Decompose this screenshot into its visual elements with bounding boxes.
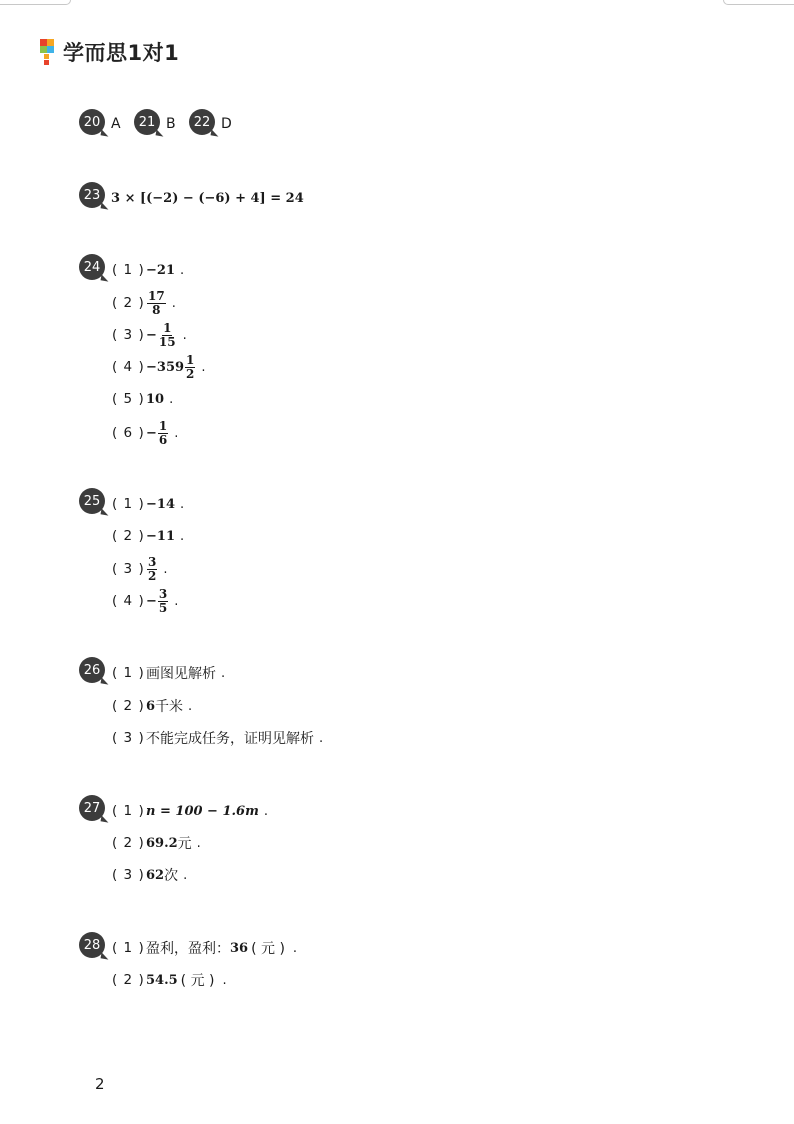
fraction — [158, 420, 168, 447]
part-label: ( 4 ) — [112, 593, 145, 609]
part-label: ( 2 ) — [112, 835, 145, 851]
answer-row — [112, 691, 192, 721]
answer-choice: B — [166, 116, 176, 132]
part-label: ( 2 ) — [112, 528, 145, 544]
page-top-border — [0, 0, 794, 6]
part-label: ( 1 ) — [112, 665, 145, 681]
answer-value: −21 — [146, 262, 175, 278]
numerator: 17 — [148, 288, 165, 303]
page-number: 2 — [95, 1075, 105, 1093]
question-number-badge: 28 — [79, 932, 105, 958]
answer-value: −14 — [146, 496, 175, 512]
answer-row — [112, 418, 178, 448]
answer-text: 画图见解析 — [146, 666, 216, 682]
part-label: ( 5 ) — [112, 391, 145, 407]
question-number-badge: 25 — [79, 488, 105, 514]
part-label: ( 4 ) — [112, 359, 145, 375]
period: . — [263, 803, 268, 819]
answer-value: 36 — [230, 940, 249, 956]
period: . — [196, 835, 201, 851]
answer-value: 10 — [146, 391, 165, 407]
answer-value: 62 — [146, 867, 165, 883]
answer-value: 6 — [146, 698, 156, 714]
period: . — [169, 391, 174, 407]
period: . — [188, 698, 193, 714]
mixed-whole: −359 — [146, 359, 185, 375]
denominator: 6 — [158, 432, 168, 447]
answer-row — [112, 860, 187, 890]
unit: 千米 — [155, 699, 184, 715]
fraction — [147, 556, 157, 583]
period: . — [319, 730, 324, 746]
period: . — [163, 561, 168, 577]
answer-value: −11 — [146, 528, 175, 544]
fraction — [185, 354, 195, 381]
period: . — [179, 528, 185, 544]
period: . — [222, 972, 227, 988]
period: . — [201, 359, 206, 375]
fraction — [158, 588, 168, 615]
fraction — [147, 290, 166, 317]
answer-row — [112, 658, 225, 688]
question-number-badge: 21 — [134, 109, 160, 135]
answer-row — [112, 828, 201, 858]
period: . — [179, 262, 185, 278]
denominator: 8 — [152, 302, 161, 317]
numerator: 3 — [148, 554, 157, 569]
answer-row — [112, 255, 184, 285]
part-label: ( 1 ) — [112, 496, 145, 512]
part-label: ( 2 ) — [112, 972, 145, 988]
answer-text: 不能完成任务，证明见解析 — [146, 731, 314, 747]
answer-row — [112, 723, 323, 753]
numerator: 1 — [158, 418, 168, 433]
minus-sign: − — [146, 593, 157, 609]
numerator: 3 — [158, 586, 168, 601]
answer-row — [112, 554, 168, 584]
numerator: 1 — [186, 352, 195, 367]
answer-row — [112, 352, 206, 382]
part-label: ( 6 ) — [112, 425, 145, 441]
numerator: 1 — [163, 320, 172, 335]
answer-row — [112, 489, 184, 519]
answer-row — [112, 586, 178, 616]
part-label: ( 2 ) — [112, 698, 145, 714]
question-number-badge: 22 — [189, 109, 215, 135]
unit: 元 — [177, 836, 192, 852]
question-number-badge: 26 — [79, 657, 105, 683]
part-label: ( 3 ) — [112, 561, 145, 577]
answer-choice: A — [111, 116, 121, 132]
logo-icon — [37, 37, 59, 67]
answer-choice: D — [221, 116, 232, 132]
part-label: ( 3 ) — [112, 730, 145, 746]
part-label: ( 1 ) — [112, 940, 145, 956]
unit: ( 元 ) — [180, 973, 215, 989]
period: . — [179, 496, 185, 512]
denominator: 5 — [158, 600, 168, 615]
answer-row — [112, 965, 227, 995]
part-label: ( 3 ) — [112, 867, 145, 883]
period: . — [221, 665, 226, 681]
answer-row — [112, 933, 297, 963]
question-number-badge: 20 — [79, 109, 105, 135]
denominator: 2 — [148, 568, 157, 583]
minus-sign: − — [146, 327, 157, 343]
answer-expression: n = 100 − 1.6m — [146, 803, 259, 819]
part-label: ( 1 ) — [112, 262, 145, 278]
answer-row — [112, 384, 173, 414]
question-number-badge: 23 — [79, 182, 105, 208]
period: . — [171, 295, 176, 311]
question-number-badge: 24 — [79, 254, 105, 280]
fraction — [158, 322, 177, 349]
question-number-badge: 27 — [79, 795, 105, 821]
answer-value: 69.2 — [146, 835, 178, 851]
answer-row — [112, 320, 187, 350]
denominator: 2 — [186, 366, 195, 381]
period: . — [174, 593, 179, 609]
answer-row — [112, 288, 176, 318]
brand-logo — [37, 37, 179, 67]
part-label: ( 2 ) — [112, 295, 145, 311]
answer-expression: 3 × [(−2) − (−6) + 4] = 24 — [111, 190, 304, 206]
answer-value: 54.5 — [146, 972, 178, 988]
part-label: ( 3 ) — [112, 327, 145, 343]
answer-row — [112, 521, 184, 551]
answer-text: 盈利，盈利： — [146, 941, 230, 957]
denominator: 15 — [158, 334, 176, 349]
minus-sign: − — [146, 425, 157, 441]
period: . — [183, 867, 188, 883]
unit: 次 — [164, 868, 179, 884]
answer-row — [111, 183, 304, 213]
period: . — [182, 327, 187, 343]
part-label: ( 1 ) — [112, 803, 145, 819]
answer-row — [112, 796, 268, 826]
logo-text: 学而思1对1 — [63, 41, 180, 65]
period: . — [174, 425, 179, 441]
period: . — [292, 940, 298, 956]
unit: ( 元 ) — [251, 941, 285, 957]
